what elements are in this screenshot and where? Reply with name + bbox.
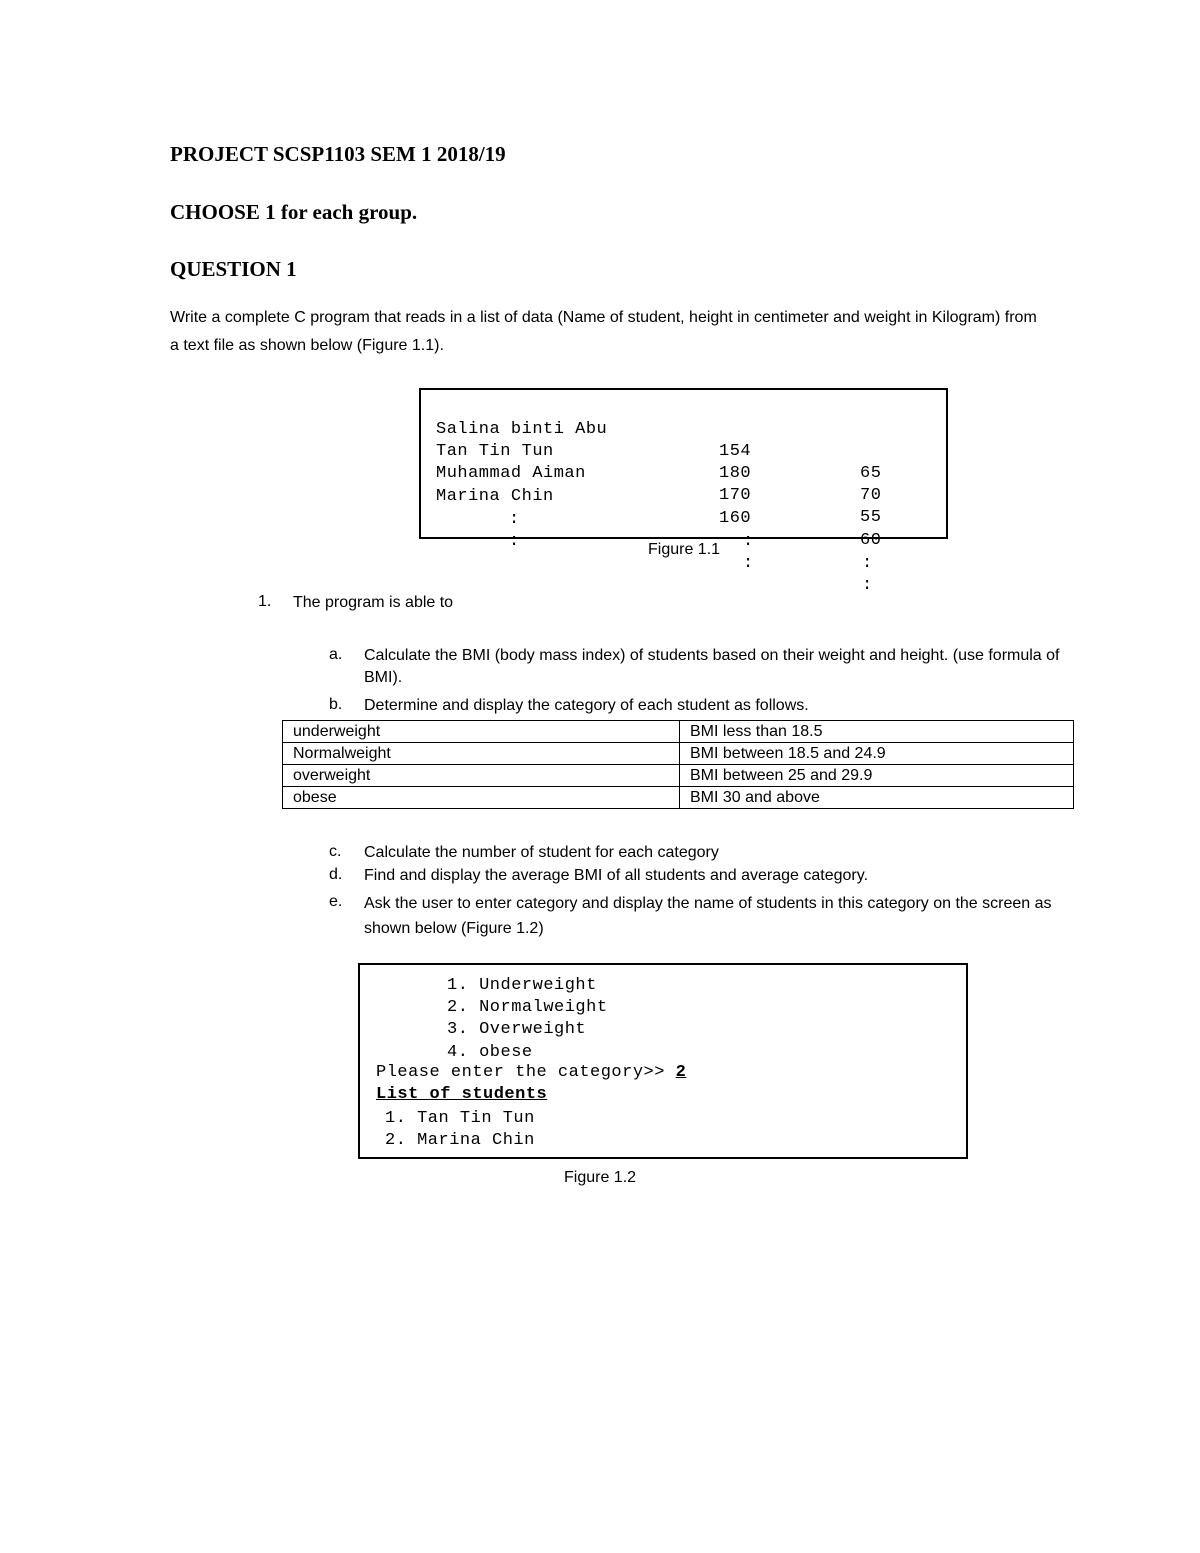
ellipsis-mark: :	[862, 576, 873, 595]
menu-option: 4. obese	[447, 1043, 533, 1062]
menu-option: 3. Overweight	[447, 1020, 587, 1039]
list-intro: The program is able to	[293, 594, 454, 611]
category-range: BMI less than 18.5	[680, 721, 1074, 743]
menu-option: 2. Normalweight	[447, 998, 608, 1017]
student-name: Salina binti Abu	[436, 420, 608, 439]
figure-1-2-box	[358, 963, 968, 1159]
document-title: PROJECT SCSP1103 SEM 1 2018/19	[170, 142, 506, 166]
table-row	[283, 721, 1074, 743]
ellipsis-mark: :	[743, 532, 754, 551]
category-range: BMI between 18.5 and 24.9	[680, 743, 1074, 765]
student-list-item: 1. Tan Tin Tun	[385, 1109, 535, 1128]
ellipsis-mark: :	[509, 532, 520, 551]
category-range: BMI 30 and above	[680, 787, 1074, 809]
table-row	[283, 787, 1074, 809]
ellipsis-mark: :	[509, 510, 520, 529]
table-row	[283, 765, 1074, 787]
student-height: 170	[719, 486, 752, 505]
item-text: Calculate the number of student for each category	[364, 844, 719, 861]
question-intro: Write a complete C program that reads in a list of data (Name of student, height in centimeter and weight in Kilogram) from a text file as shown below (Figure 1.1).	[170, 309, 1037, 354]
menu-option: 1. Underweight	[447, 976, 597, 995]
item-letter: a.	[329, 646, 343, 663]
student-height: 180	[719, 464, 752, 483]
student-weight: 60	[860, 531, 882, 550]
category-name: obese	[283, 787, 680, 809]
list-number: 1.	[258, 593, 272, 610]
figure-1-2-caption: Figure 1.2	[564, 1169, 637, 1186]
choose-instruction: CHOOSE 1 for each group.	[170, 200, 418, 224]
question-heading: QUESTION 1	[170, 257, 297, 281]
student-height: 160	[719, 509, 752, 528]
item-letter: e.	[329, 893, 343, 910]
item-letter: b.	[329, 696, 343, 713]
student-height: 154	[719, 442, 752, 461]
student-weight: 55	[860, 508, 882, 527]
item-letter: c.	[329, 843, 342, 860]
student-weight: 70	[860, 486, 882, 505]
category-name: Normalweight	[283, 743, 680, 765]
student-name: Muhammad Aiman	[436, 464, 586, 483]
category-table	[282, 720, 1074, 809]
list-header: List of students	[376, 1085, 548, 1104]
item-letter: d.	[329, 866, 343, 883]
category-input-value: 2	[675, 1063, 687, 1082]
item-text: Calculate the BMI (body mass index) of students based on their weight and height. (use formula of BMI).	[364, 647, 1060, 686]
student-weight: 65	[860, 464, 882, 483]
item-text: Ask the user to enter category and display the name of students in this category on the screen as shown below (Figure 1.2)	[364, 895, 1052, 937]
item-text: Find and display the average BMI of all students and average category.	[364, 867, 869, 884]
category-name: underweight	[283, 721, 680, 743]
ellipsis-mark: :	[743, 554, 754, 573]
ellipsis-mark: :	[862, 554, 873, 573]
category-name: overweight	[283, 765, 680, 787]
category-prompt-line	[376, 1062, 686, 1084]
student-name: Marina Chin	[436, 487, 554, 506]
student-name: Tan Tin Tun	[436, 442, 554, 461]
figure-1-1-caption: Figure 1.1	[648, 541, 721, 558]
category-prompt: Please enter the category>>	[376, 1063, 676, 1082]
category-range: BMI between 25 and 29.9	[680, 765, 1074, 787]
item-text: Determine and display the category of each student as follows.	[364, 697, 809, 714]
student-list-item: 2. Marina Chin	[385, 1131, 535, 1150]
table-row	[283, 743, 1074, 765]
